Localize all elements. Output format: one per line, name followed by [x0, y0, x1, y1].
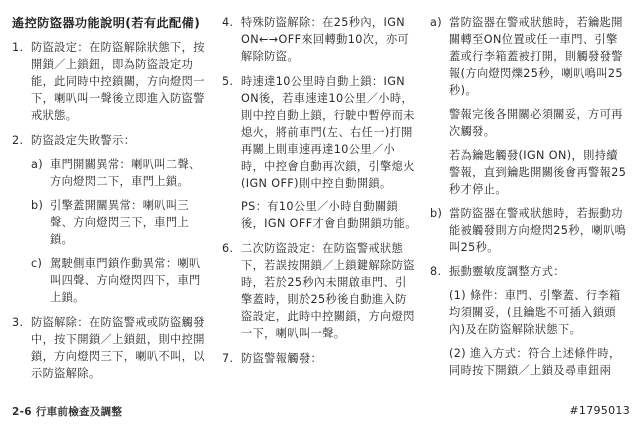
sub-item-a	[31, 156, 208, 190]
sub-text: 當防盜器在警戒狀態時，若振動功能被觸發則方向燈閃25秒，喇叭鳴叫25秒。	[449, 207, 627, 254]
sub-label: c)	[31, 257, 43, 270]
item-text: 防盜解除：在防盜警戒或防盜觸發中，按下開鎖／上鎖鈕，則中控開鎖，方向燈閃三下，喇叭不叫，以示防盜解除。	[31, 316, 205, 380]
item-text: 二次防盜設定：在防盜警戒狀態下，若誤按開鎖／上鎖鍵解除防盜時，若於25秒內未開啟車門、引擎蓋時，則於25秒後自動進入防盜設定，此時中控關鎖，方向燈閃一下，喇叭叫一聲。	[241, 242, 415, 340]
sub-item-b	[430, 205, 628, 256]
list-item-1	[12, 39, 208, 124]
item-number: 2.	[12, 134, 24, 147]
sub-item-c	[31, 255, 208, 306]
sub-text: 車門開關異常：喇叭叫二聲、方向燈閃二下，車門上鎖。	[50, 158, 201, 188]
item-text: 振動靈敏度調整方式：	[449, 265, 565, 278]
step-1: (1) 條件：車門、引擎蓋、行李箱均須關妥，(且鑰匙不可插入鎖頭內)及在防盜解除狀態下。	[449, 289, 621, 336]
list-item-3	[12, 314, 208, 382]
sub-label: b)	[430, 207, 443, 220]
item-text: 防盜警報觸發：	[241, 352, 323, 365]
step-2: (2) 進入方式：符合上述條件時，同時按下開鎖／上鎖及尋車鈕兩	[449, 347, 621, 377]
section-title: 遙控防盜器功能說明(若有此配備)	[12, 16, 201, 30]
item-text: 特殊防盜解除：在25秒內，IGN ON←→OFF來回轉動10次，亦可解除防盜。	[241, 16, 410, 63]
sub-label: b)	[31, 199, 44, 212]
item-number: 5.	[222, 75, 234, 88]
page-footer: 2-6 行車前檢查及調整	[12, 406, 123, 418]
item-number: 4.	[222, 16, 234, 29]
sub-item-b	[31, 197, 208, 248]
sub-item-a	[430, 14, 628, 198]
item-text: 時速達10公里時自動上鎖：IGN ON後，若車速達10公里／小時，則中控自動上鎖，行駛中暫停而未熄火，將前車門(左、右任一)打開再關上則車速再達10公里／小時，中控會自動再次鎖，引擎熄火(IGN OFF)則中控自動開鎖。	[241, 75, 415, 190]
list-item-5	[222, 73, 418, 232]
sub-label: a)	[31, 158, 44, 171]
ps-note: PS：有10公里／小時自動關鎖後，IGN OFF才會自動開鎖功能。	[241, 200, 417, 230]
sub-text: 引擎蓋開關異常：喇叭叫三聲、方向燈閃三下，車門上鎖。	[50, 199, 190, 246]
list-item-8	[430, 263, 628, 379]
sub-text: 當防盜器在警戒狀態時，若鑰匙開關轉至ON位置或任一車門、引擎蓋或行李箱蓋被打開，則觸發發警報(方向燈閃爍25秒，喇叭鳴叫25秒)。	[449, 16, 623, 97]
item-number: 6.	[222, 242, 234, 255]
item-text: 防盜設定失敗警示：	[31, 134, 136, 147]
item-number: 1.	[12, 41, 24, 54]
item-number: 8.	[430, 265, 442, 278]
list-item-4	[222, 14, 418, 65]
list-item-7	[222, 350, 418, 367]
sub-label: a)	[430, 16, 443, 29]
column-1	[12, 14, 208, 390]
item-number: 7.	[222, 352, 234, 365]
paragraph: 若為鑰匙觸發(IGN ON)，則持續警報，直到鑰匙開關後會再警報25秒才停止。	[449, 149, 627, 196]
list-item-2	[12, 132, 208, 306]
column-3	[430, 14, 628, 387]
item-text: 防盜設定：在防盜解除狀態下，按開鎖／上鎖鈕，即為防盜設定功能，此同時中控鎖關，方向燈閃一下，喇叭叫一聲後立即進入防盜警戒狀態。	[31, 41, 205, 122]
paragraph: 警報完後各開關必須關妥，方可再次觸發。	[449, 108, 623, 138]
watermark-id: #1795013	[569, 404, 630, 417]
item-number: 3.	[12, 316, 24, 329]
sub-text: 駕駛側車門鎖作動異常：喇叭叫四聲、方向燈閃四下，車門上鎖。	[50, 257, 201, 304]
list-item-6	[222, 240, 418, 342]
column-2	[222, 14, 418, 375]
